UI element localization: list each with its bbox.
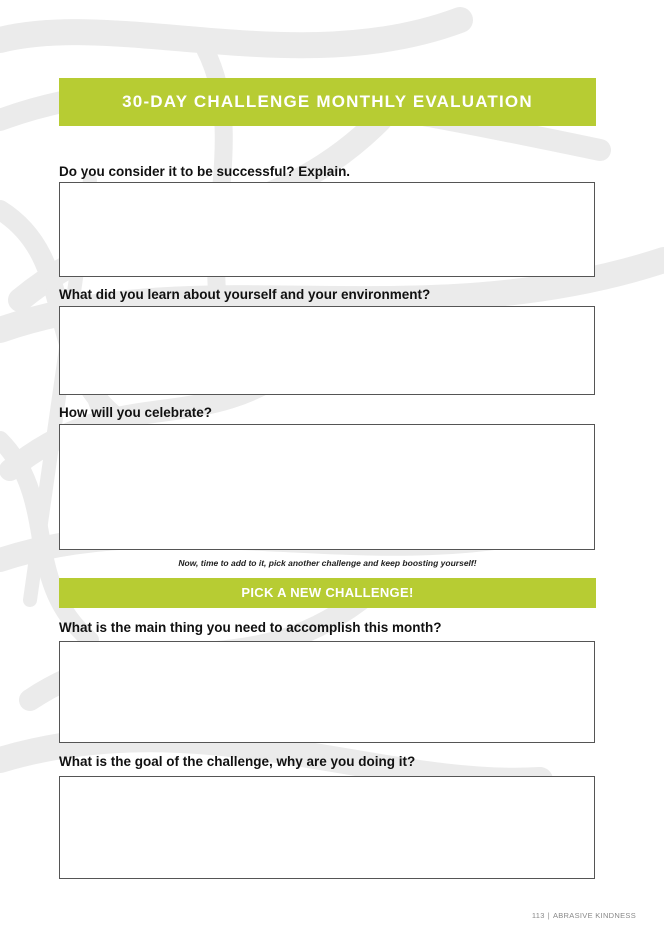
page-title: 30-DAY CHALLENGE MONTHLY EVALUATION [122,92,533,111]
page-number: 113 [531,911,545,920]
answer-box-goal[interactable] [59,776,595,879]
page-title-banner [59,78,596,126]
book-title: ABRASIVE KINDNESS [552,911,636,920]
encouragement-note: Now, time to add to it, pick another challenge and keep boosting yourself! [178,558,477,568]
answer-box-successful[interactable] [59,182,595,277]
question-successful: Do you consider it to be successful? Explain. [59,164,351,179]
question-main-thing: What is the main thing you need to accomplish this month? [59,620,442,635]
answer-box-celebrate[interactable] [59,424,595,550]
footer-separator: | [547,911,550,920]
question-goal: What is the goal of the challenge, why are you doing it? [59,754,416,769]
new-challenge-title: PICK A NEW CHALLENGE! [241,585,414,600]
question-learned: What did you learn about yourself and your environment? [59,287,431,302]
question-celebrate: How will you celebrate? [59,405,213,420]
new-challenge-banner [59,578,596,608]
page-footer [532,911,636,920]
answer-box-main-thing[interactable] [59,641,595,743]
answer-box-learned[interactable] [59,306,595,395]
